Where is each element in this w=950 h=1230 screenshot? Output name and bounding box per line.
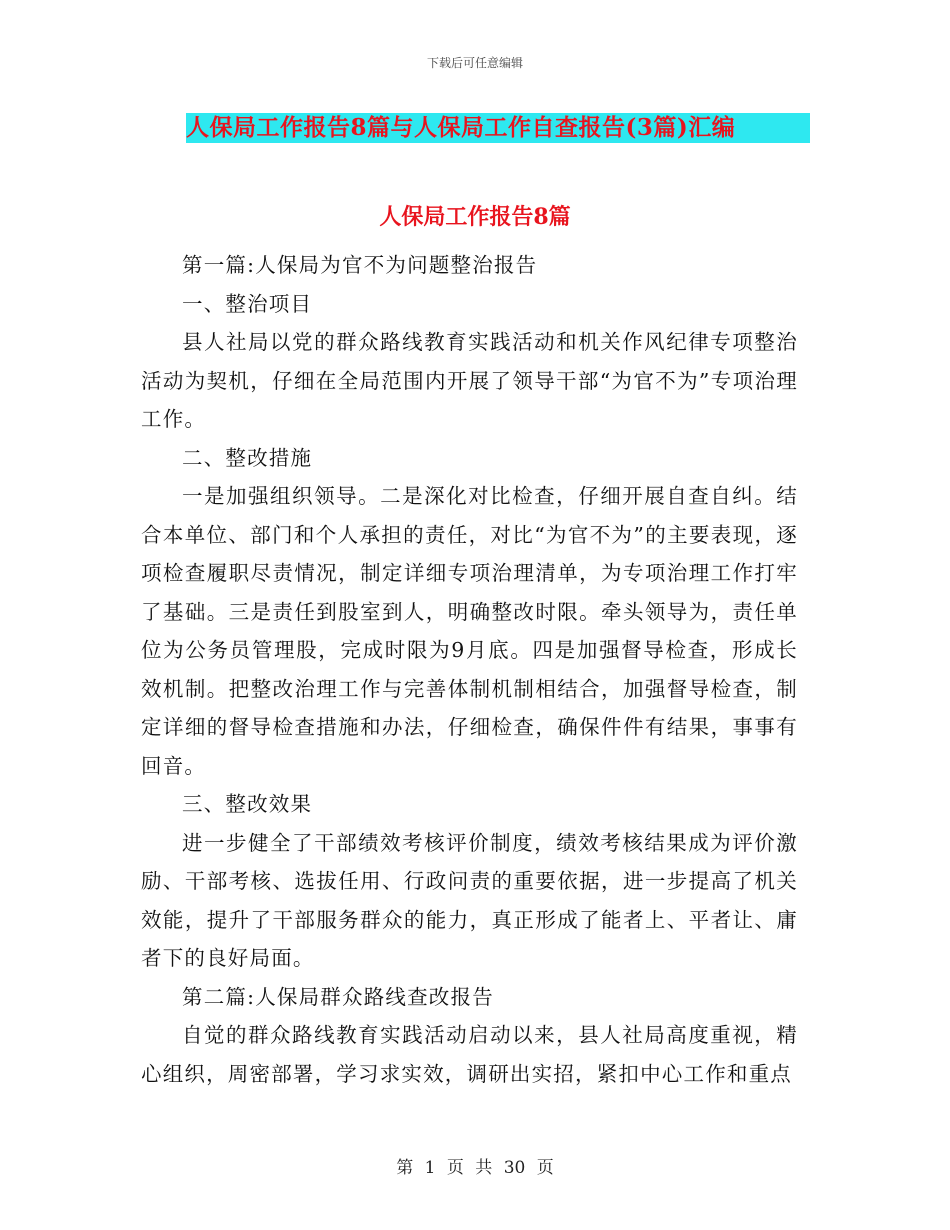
header-note: 下载后可任意编辑: [426, 56, 523, 70]
document-main-title: 人保局工作报告8篇与人保局工作自查报告(3篇)汇编: [186, 113, 810, 143]
paragraph: 第一篇:人保局为官不为问题整治报告: [182, 253, 538, 277]
paragraph: 县人社局以党的群众路线教育实践活动和机关作风纪律专项整治活动为契机，仔细在全局范围内开展了领导干部“为官不为”专项治理工作。: [141, 330, 798, 431]
paragraph: 进一步健全了干部绩效考核评价制度，绩效考核结果成为评价激励、干部考核、选拔任用、行政问责的重要依据，进一步提高了机关效能，提升了干部服务群众的能力，真正形成了能者上、平者让、庸者下的良好局面。: [141, 830, 798, 970]
paragraph: 一、整治项目: [182, 291, 313, 316]
paragraph: 自觉的群众路线教育实践活动启动以来，县人社局高度重视，精心组织，周密部署，学习求实效，调研出实招，紧扣中心工作和重点: [141, 1023, 798, 1086]
paragraph: 三、整改效果: [182, 792, 313, 816]
paragraph: 第二篇:人保局群众路线查改报告: [182, 984, 494, 1009]
page-footer: 第 1 页 共 30 页: [396, 1158, 554, 1178]
paragraph: 二、整改措施: [182, 445, 313, 470]
section-title: 人保局工作报告8篇: [379, 204, 571, 230]
document-body: [141, 246, 798, 1093]
paragraph: 一是加强组织领导。二是深化对比检查，仔细开展自查自纠。结合本单位、部门和个人承担的责任，对比“为官不为”的主要表现，逐项检查履职尽责情况，制定详细专项治理清单，为专项治理工作打牢了基础。三是责任到股室到人，明确整改时限。牵头领导为，责任单位为公务员管理股，完成时限为9月底。四是加强督导检查，形成长效机制。把整改治理工作与完善体制机制相结合，加强督导检查，制定详细的督导检查措施和办法，仔细检查，确保件件有结果，事事有回音。: [141, 484, 798, 778]
